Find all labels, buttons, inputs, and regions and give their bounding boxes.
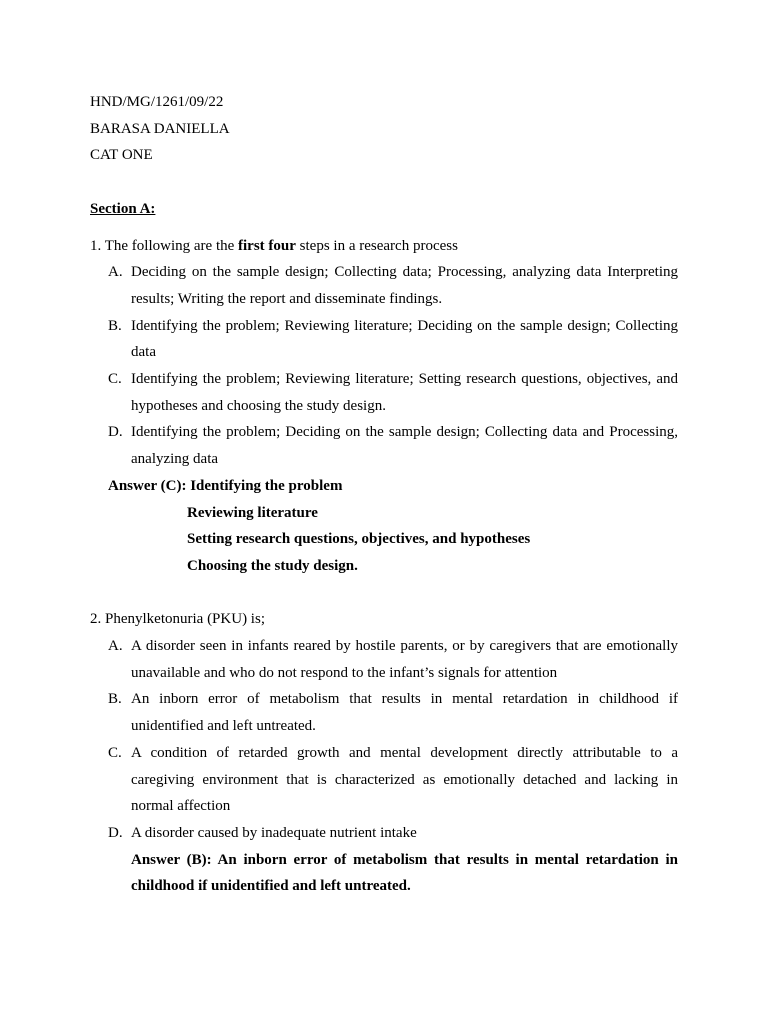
document-page [90,89,678,900]
question-1-answer-line: Setting research questions, objectives, and hypotheses [187,531,531,548]
question-1-answer: Answer (C): Identifying the problem [108,477,343,494]
option-text: A disorder caused by inadequate nutrient intake [131,824,417,841]
question-1-stem-suffix: steps in a research process [295,237,458,254]
option-letter: D. [108,824,123,841]
student-name: BARASA DANIELLA [90,120,230,137]
option-letter: A. [108,264,123,281]
question-2-option-c [108,740,678,820]
option-text: Identifying the problem; Deciding on the sample design; Collecting data and Processing, analyzing data [131,424,678,468]
option-letter: C. [108,371,122,388]
question-1-answer-line: Reviewing literature [187,504,318,521]
option-letter: D. [108,424,123,441]
question-1-option-c [108,366,678,419]
option-text: Deciding on the sample design; Collecting data; Processing, analyzing data Interpreting results; Writing the report and disseminate findings. [131,264,678,307]
option-text: Identifying the problem; Reviewing literature; Setting research questions, objectives, and hypotheses and choosing the study design. [131,371,678,414]
question-1 [90,233,678,580]
question-2-stem: 2. Phenylketonuria (PKU) is; [90,611,265,628]
option-text: A condition of retarded growth and mental development directly attributable to a caregiving environment that is characterized as emotionally detached and lacking in normal affection [131,744,678,815]
student-id: HND/MG/1261/09/22 [90,94,224,110]
question-1-option-d [108,419,678,472]
question-1-stem-emphasis: first four [238,237,296,254]
question-2-answer: Answer (B): An inborn error of metabolism that results in mental retardation in childhood if unidentified and left untreated. [131,851,678,895]
option-letter: A. [108,638,123,655]
question-2 [90,606,678,900]
question-2-option-b [108,686,678,739]
question-1-option-b [108,313,678,366]
question-2-option-a [108,633,678,686]
option-letter: B. [108,691,122,708]
question-1-answer-line: Choosing the study design. [187,557,358,574]
question-1-stem-prefix: 1. The following are the [90,237,239,254]
option-letter: B. [108,317,122,334]
question-1-stem [90,233,678,260]
option-text: Identifying the problem; Reviewing literature; Deciding on the sample design; Collecting data [131,317,678,361]
option-text: An inborn error of metabolism that results in mental retardation in childhood if unidentified and left untreated. [131,691,678,735]
option-text: A disorder seen in infants reared by hostile parents, or by caregivers that are emotionally unavailable and who do not respond to the infant’s signals for attention [131,638,678,681]
section-title: Section A: [90,200,156,217]
assessment-title: CAT ONE [90,147,153,164]
question-2-option-d [108,820,678,847]
question-1-option-a [108,259,678,312]
question-2-options [90,633,678,847]
question-1-options [90,259,678,473]
option-letter: C. [108,744,122,761]
